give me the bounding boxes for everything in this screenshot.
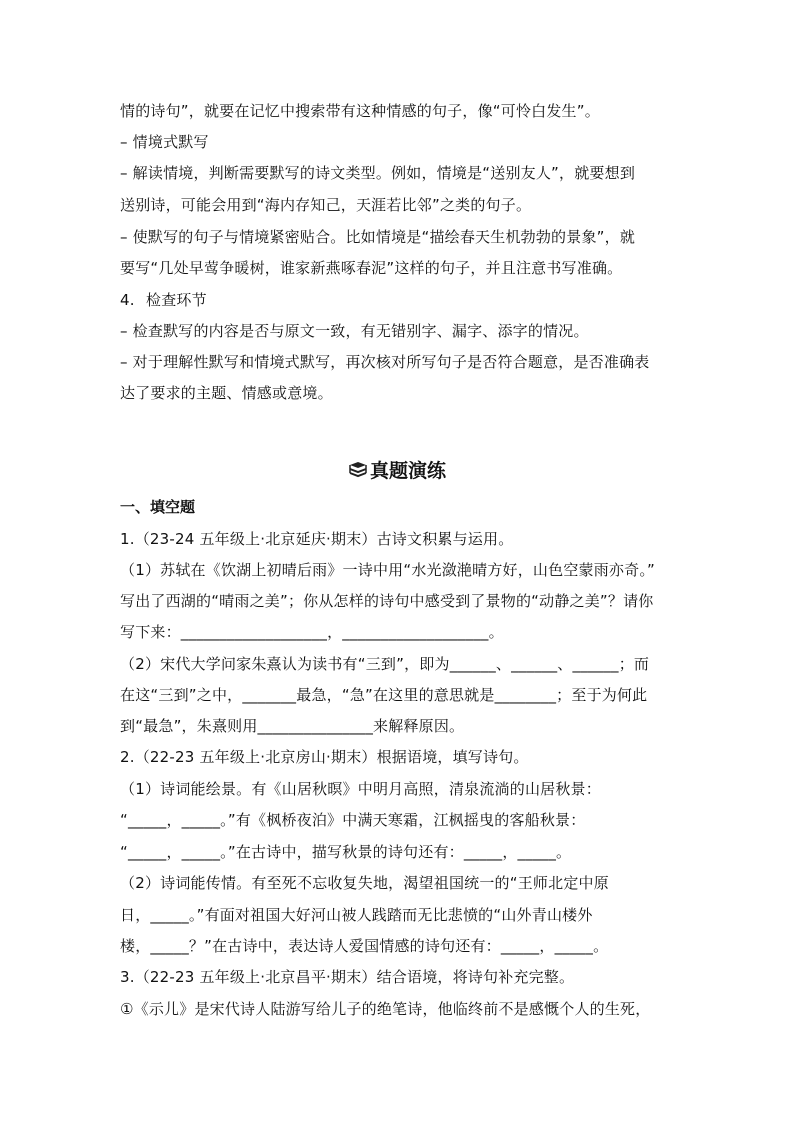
fill-blank-heading: 一、填空题 <box>120 498 196 516</box>
question-line-8: 2.（22-23 五年级上·北京房山·期末）根据语境，填写诗句。 <box>120 748 529 766</box>
section-title <box>0 458 794 484</box>
question-line-16: ①《示儿》是宋代诗人陆游写给儿子的绝笔诗，他临终前不是感慨个人的生死， <box>120 1000 651 1018</box>
intro-line-1: 情的诗句”，就要在记忆中搜索带有这种情感的句子，像“可怜白发生”。 <box>120 102 600 120</box>
question-line-7: 到“最急”，朱熹则用_______________来解释原因。 <box>120 717 465 735</box>
question-line-6: 在这“三到”之中，_______最急，“急”在这里的意思就是________；至于为何此 <box>120 686 648 704</box>
question-line-13: 日，_____。”有面对祖国大好河山被人践踏而无比悲愤的“山外青山楼外 <box>120 906 593 924</box>
question-line-9: （1）诗词能绘景。有《山居秋暝》中明月高照，清泉流淌的山居秋景： <box>120 780 601 798</box>
intro-line-3: – 解读情境，判断需要默写的诗文类型。例如，情境是“送别友人”，就要想到 <box>120 164 636 182</box>
section-title-text: 真题演练 <box>369 460 446 482</box>
question-line-12: （2）诗词能传情。有至死不忘收复失地，渴望祖国统一的“王师北定中原 <box>120 874 609 892</box>
check-line-3: 达了要求的主题、情感或意境。 <box>120 384 333 402</box>
question-line-2: （1）苏轼在《饮湖上初晴后雨》一诗中用“水光潋滟晴方好，山色空蒙雨亦奇。” <box>120 561 655 579</box>
check-line-1: – 检查默写的内容是否与原文一致，有无错别字、漏字、添字的情况。 <box>120 322 589 340</box>
books-icon <box>348 461 368 479</box>
check-section-number: 4. <box>120 291 135 309</box>
question-line-11: “_____，_____。”在古诗中，描写秋景的诗句还有：_____，_____。 <box>120 843 572 861</box>
intro-line-4: 送别诗，可能会用到“海内存知己，天涯若比邻”之类的句子。 <box>120 196 532 214</box>
question-line-1: 1.（23-24 五年级上·北京延庆·期末）古诗文积累与运用。 <box>120 530 514 548</box>
question-line-3: 写出了西湖的“晴雨之美”；你从怎样的诗句中感受到了景物的“动静之美”？请你 <box>120 592 654 610</box>
check-section-title: 检查环节 <box>146 291 207 309</box>
intro-line-2: – 情境式默写 <box>120 133 209 151</box>
intro-line-6: 要写“几处早莺争暖树，谁家新燕啄春泥”这样的句子，并且注意书写准确。 <box>120 259 623 277</box>
question-line-4: 写下来：___________________，___________________。 <box>120 623 504 641</box>
intro-line-5: – 使默写的句子与情境紧密贴合。比如情境是“描绘春天生机勃勃的景象”，就 <box>120 228 636 246</box>
check-section-heading <box>120 290 207 310</box>
question-line-15: 3.（22-23 五年级上·北京昌平·期末）结合语境，将诗句补充完整。 <box>120 968 575 986</box>
question-line-10: “_____，_____。”有《枫桥夜泊》中满天寒霜，江枫摇曳的客船秋景： <box>120 811 586 829</box>
check-line-2: – 对于理解性默写和情境式默写，再次核对所写句子是否符合题意，是否准确表 <box>120 353 650 371</box>
question-line-14: 楼，_____？”在古诗中，表达诗人爱国情感的诗句还有：_____，_____。 <box>120 937 609 955</box>
question-line-5: （2）宋代大学问家朱熹认为读书有“三到”，即为______、______、______；而 <box>120 655 650 673</box>
